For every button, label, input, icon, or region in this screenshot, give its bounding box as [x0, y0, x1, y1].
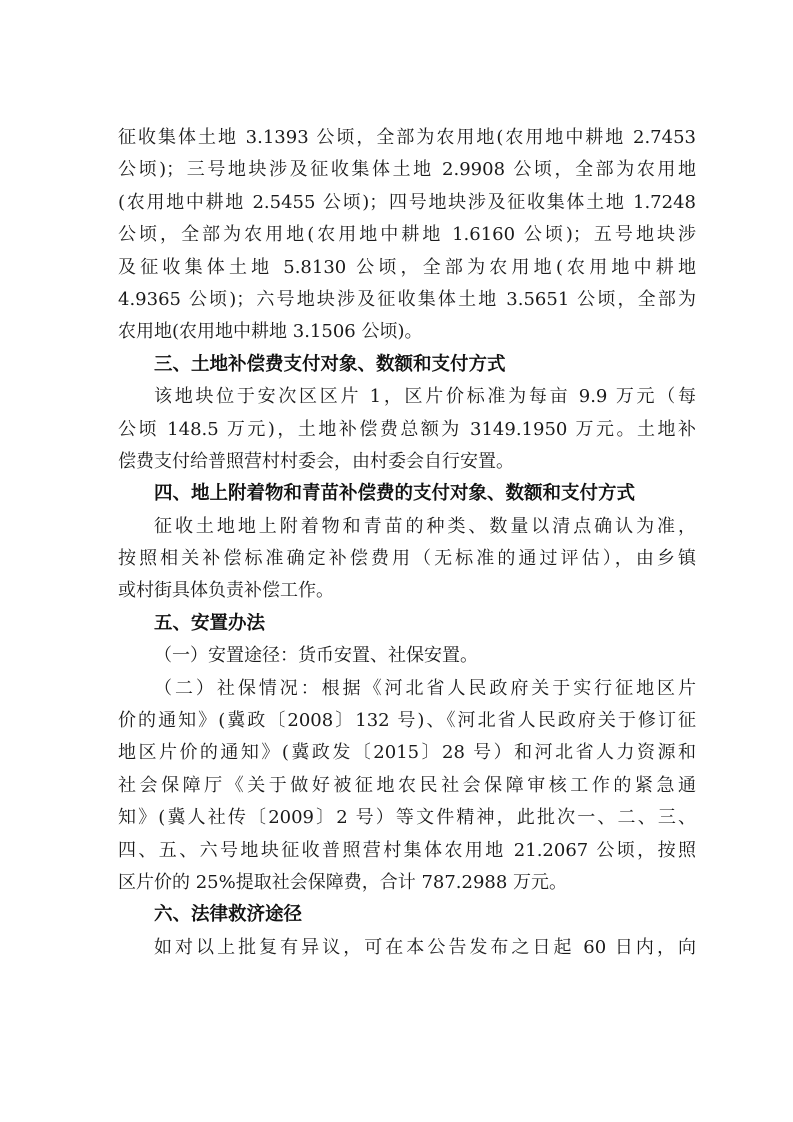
body-line: 及征收集体土地 5.8130 公顷，全部为农用地(农用地中耕地: [118, 256, 696, 278]
body-line: 或村街具体负责补偿工作。: [118, 580, 334, 602]
body-line: (农用地中耕地 2.5455 公顷)；四号地块涉及征收集体土地 1.7248: [118, 191, 696, 213]
body-line: 该地块位于安次区区片 1，区片价标准为每亩 9.9 万元（每: [154, 386, 696, 408]
body-line: 征收土地地上附着物和青苗的种类、数量以清点确认为准，: [154, 515, 696, 537]
body-line: 区片价的 25%提取社会保障费，合计 787.2988 万元。: [118, 871, 568, 893]
section-heading-3: 三、土地补偿费支付对象、数额和支付方式: [154, 353, 506, 375]
body-line: 按照相关补偿标准确定补偿费用（无标准的通过评估），由乡镇: [118, 548, 696, 570]
body-line: 价的通知》(冀政〔2008〕132 号)、《河北省人民政府关于修订征: [118, 710, 696, 732]
body-line: 偿费支付给普照营村村委会，由村委会自行安置。: [118, 450, 514, 472]
section-heading-5: 五、安置办法: [154, 612, 266, 634]
body-line: 农用地(农用地中耕地 3.1506 公顷)。: [118, 321, 423, 343]
body-line: 如对以上批复有异议，可在本公告发布之日起 60 日内，向: [154, 936, 696, 958]
body-line: 公顷，全部为农用地(农用地中耕地 1.6160 公顷)；五号地块涉: [118, 224, 696, 246]
body-line: 地区片价的通知》(冀政发〔2015〕28 号）和河北省人力资源和: [118, 742, 696, 764]
body-line: 四、五、六号地块征收普照营村集体农用地 21.2067 公顷，按照: [118, 839, 696, 861]
body-line: 4.9365 公顷)；六号地块涉及征收集体土地 3.5651 公顷，全部为: [118, 288, 696, 310]
section-heading-6: 六、法律救济途径: [154, 904, 303, 926]
body-line: （二）社保情况：根据《河北省人民政府关于实行征地区片: [154, 677, 696, 699]
body-line: 公顷 148.5 万元)，土地补偿费总额为 3149.1950 万元。土地补: [118, 418, 696, 440]
body-line: （一）安置途径：货币安置、社保安置。: [154, 645, 478, 667]
body-line: 知》(冀人社传〔2009〕2 号）等文件精神，此批次一、二、三、: [118, 807, 696, 829]
section-heading-4: 四、地上附着物和青苗补偿费的支付对象、数额和支付方式: [154, 483, 636, 505]
body-line: 公顷)；三号地块涉及征收集体土地 2.9908 公顷，全部为农用地: [118, 159, 696, 181]
body-line: 社会保障厅《关于做好被征地农民社会保障审核工作的紧急通: [118, 774, 696, 796]
body-line: 征收集体土地 3.1393 公顷，全部为农用地(农用地中耕地 2.7453: [118, 127, 696, 148]
document-body: [118, 122, 696, 964]
